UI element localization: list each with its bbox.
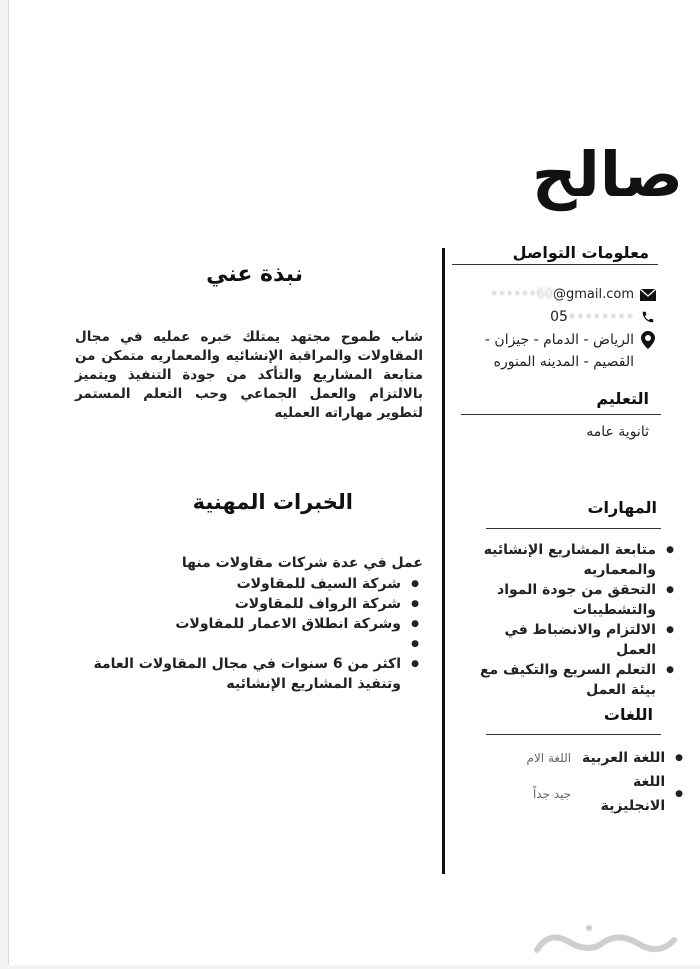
resume-page — [8, 0, 700, 965]
bullet: ● — [675, 753, 683, 763]
skills-title: المهارات — [587, 498, 657, 517]
experience-list — [81, 574, 421, 694]
contact-rule — [452, 264, 658, 265]
email-text — [490, 284, 634, 306]
language-level: اللغة الام — [526, 751, 572, 765]
location-row — [456, 329, 656, 373]
envelope-icon — [640, 287, 656, 303]
email-domain: @gmail.com — [552, 287, 634, 302]
language-item-english — [483, 770, 683, 818]
column-divider — [442, 248, 445, 874]
skills-list — [476, 540, 676, 700]
language-level: جيد جداً — [532, 787, 572, 801]
about-text: شاب طموح مجتهد يمتلك خبره عمليه في مجال المقاولات والمراقبة الإنشائيه والمعماريه متمكن من متابعة المشاريع والتأكد من جودة التنفيذ ويتميز بالالتزام والعمل الجماعي وحب التعلم المستمر لتطوير مهاراته العمليه — [75, 329, 423, 421]
education-title: التعليم — [596, 389, 649, 408]
watermark-logo — [529, 920, 679, 969]
phone-masked: •••••••• — [567, 309, 634, 325]
skill-item: ● متابعة المشاريع الإنشائيه والمعماريه — [476, 540, 676, 580]
language-name: اللغة الانجليزية — [600, 774, 666, 814]
location-text: الرياض - الدمام - جيزان - القصيم - المدينه المنوره — [484, 332, 634, 370]
phone-icon — [640, 309, 656, 325]
phone-prefix: 05 — [550, 309, 568, 325]
email-masked: ••••••60 — [490, 287, 553, 302]
languages-title: اللغات — [603, 705, 653, 724]
about-title: نبذة عني — [206, 262, 303, 287]
experience-item: ● شركة الرواف للمقاولات — [81, 594, 421, 614]
experience-title: الخبرات المهنية — [192, 490, 353, 514]
skill-item: ● التعلم السريع والتكيف مع بيئة العمل — [476, 660, 676, 700]
email-row — [456, 284, 656, 306]
language-name: اللغة العربية — [581, 750, 666, 766]
contact-title: معلومات التواصل — [512, 243, 649, 262]
skill-item: ● الالتزام والانضباط في العمل — [476, 620, 676, 660]
skills-rule — [486, 528, 661, 529]
languages-list — [483, 746, 683, 818]
map-pin-icon — [640, 332, 656, 348]
experience-item: ● شركة السيف للمقاولات — [81, 574, 421, 594]
education-rule — [461, 414, 661, 415]
skill-item: ● التحقق من جودة المواد والتشطيبات — [476, 580, 676, 620]
education-value: ثانوية عامه — [586, 424, 649, 440]
experience-item — [81, 634, 421, 654]
person-name: صالح — [531, 138, 683, 211]
experience-item: ● وشركة انطلاق الاعمار للمقاولات — [81, 614, 421, 634]
experience-intro: عمل في عدة شركات مقاولات منها — [181, 555, 423, 571]
experience-item: ● اكثر من 6 سنوات في مجال المقاولات العامة وتنفيذ المشاريع الإنشائيه — [81, 654, 421, 694]
bullet: ● — [675, 789, 683, 799]
phone-row — [456, 306, 656, 328]
phone-text — [550, 306, 634, 328]
languages-rule — [486, 734, 661, 735]
language-item-arabic — [483, 746, 683, 770]
